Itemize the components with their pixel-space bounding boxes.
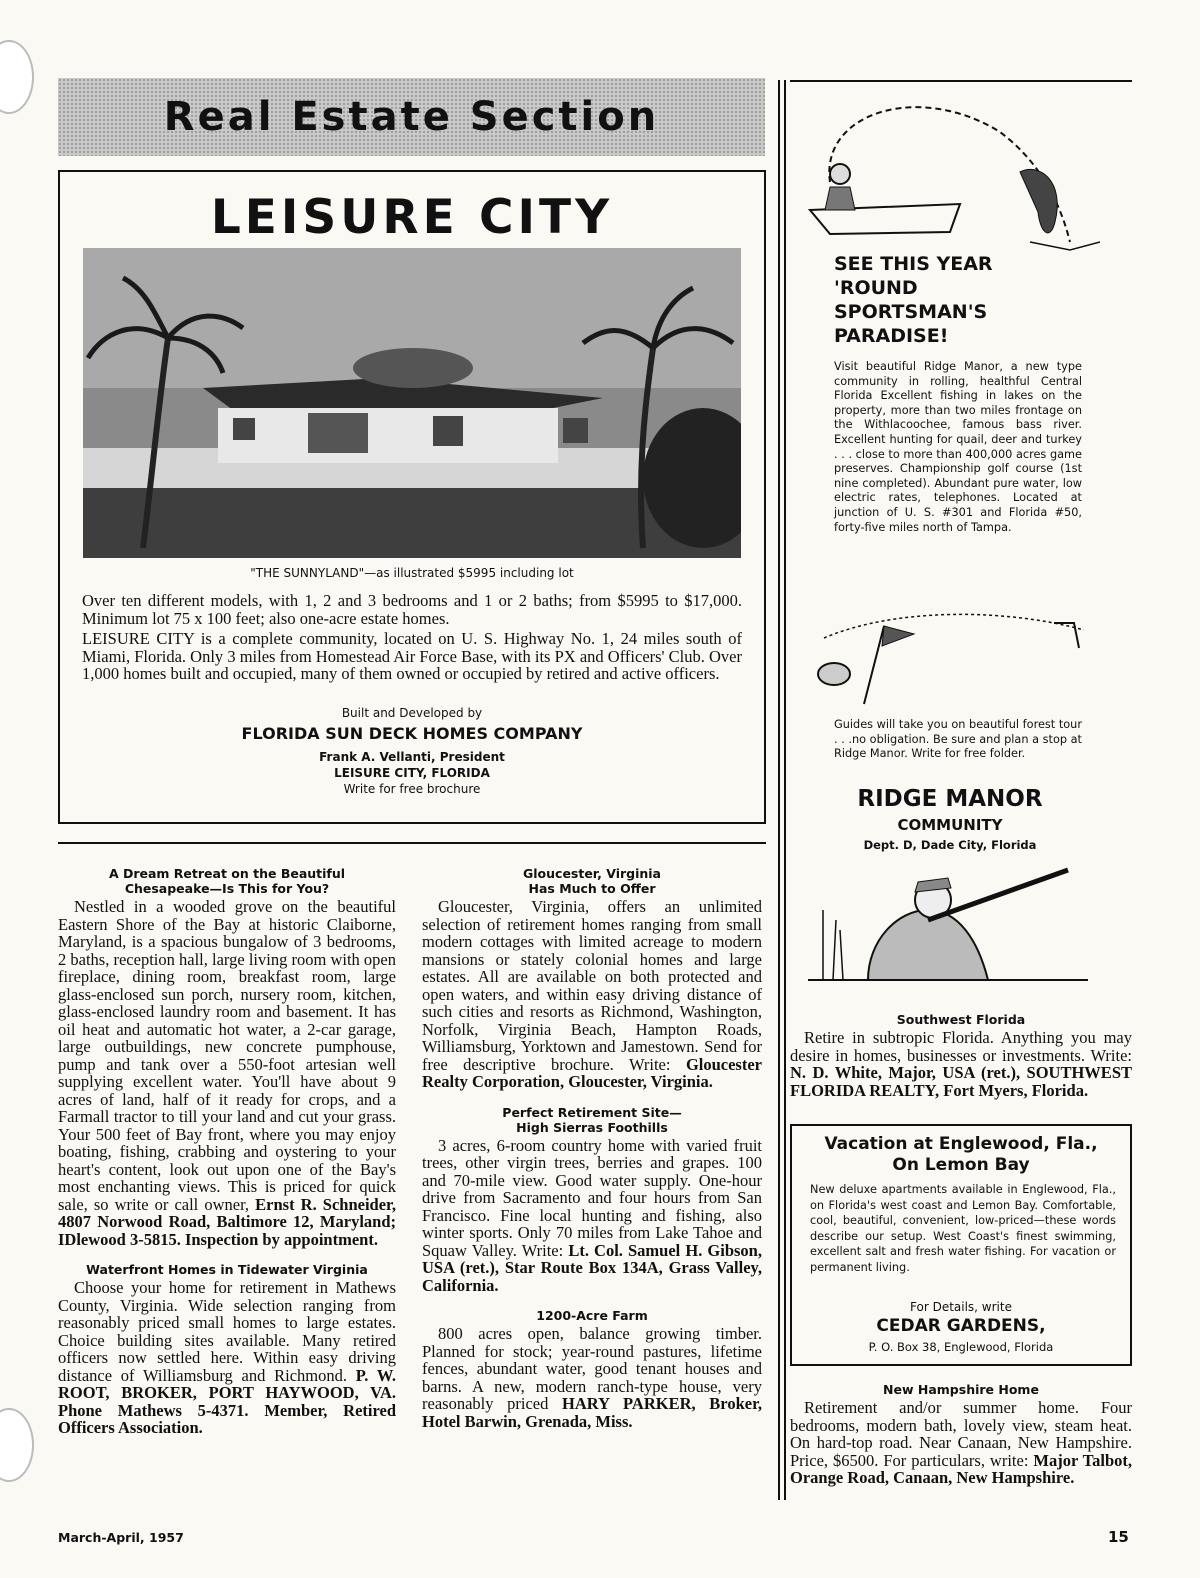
- page-number: 15: [1108, 1528, 1129, 1546]
- column-rule-left: [778, 80, 780, 1500]
- sunnyland-house-image: [83, 248, 741, 558]
- leisure-paragraph-2: LEISURE CITY is a complete community, located on U. S. Highway No. 1, 24 miles south of Miami, Florida. Only 3 miles from Homestead Air Force Base, with its PX and Officers' Club. Over 1,000 homes built and occupied, many of them owned or occupied by retired and active officers.: [82, 629, 742, 683]
- southwest-heading: Southwest Florida: [896, 1012, 1026, 1027]
- company-name: FLORIDA SUN DECK HOMES COMPANY: [241, 724, 583, 743]
- punch-hole-top: [0, 40, 34, 114]
- column-2: [422, 866, 762, 1430]
- gloucester-body: Gloucester, Virginia, offers an unlimited selection of retirement homes ranging from small modern cottages with limited acreage to modern mansions or stately colonial homes and large estates. All are available on both protected and open waters, and within easy driving distance of such cities and resorts as Richmond, Washington, Norfolk, Virginia Beach, Hampton Roads, Williamsburg, Yorktown and Jamestown. Send for free descriptive brochure. Write: Gloucester Realty Corporation, Gloucester, Virginia.: [422, 897, 762, 1091]
- cedar-gardens-name: CEDAR GARDENS,: [876, 1316, 1046, 1336]
- sierras-heading: Perfect Retirement Site— High Sierras Foothills: [502, 1104, 682, 1135]
- ridge-community-label: COMMUNITY: [897, 816, 1003, 834]
- right-top-rule: [790, 80, 1132, 82]
- new-hampshire-section: [790, 1382, 1132, 1487]
- fishing-illustration: [800, 92, 1100, 272]
- cedar-gardens-address: P. O. Box 38, Englewood, Florida: [868, 1340, 1054, 1354]
- ridge-headline: SEE THIS YEAR 'ROUND SPORTSMAN'S PARADISE!: [834, 253, 993, 347]
- leisure-city-ad: [58, 170, 766, 824]
- tidewater-body: Choose your home for retirement in Mathews County, Virginia. Wide selection ranging from reasonably priced small homes to large estates. Choice building sites available. Many retired officers now settled here. Within easy driving distance of Williamsburg and Richmond. P. W. ROOT, BROKER, PORT HAYWOOD, VA. Phone Mathews 5-4371. Member, Retired Officers Association.: [58, 1278, 396, 1437]
- farm-heading: 1200-Acre Farm: [536, 1308, 648, 1323]
- leisure-headline: LEISURE CITY: [210, 190, 614, 245]
- photo-caption: "THE SUNNYLAND"—as illustrated $5995 including lot: [250, 566, 574, 580]
- brochure-note: Write for free brochure: [343, 782, 481, 796]
- ridge-body: Visit beautiful Ridge Manor, a new type community in rolling, healthful Central Florida Excellent fishing in lakes on the property, more than two miles frontage on the Withlacoochee, famous bass river. Excellent hunting for quail, deer and turkey . . . close to more than 400,000 acres game preserves. Championship golf course (1st nine completed). Abundant pure water, low electric rates, telephones. Located at junction of U. S. #301 and Florida #50, forty-five miles north of Tampa.: [834, 360, 1082, 534]
- ridge-manor-name: RIDGE MANOR: [857, 786, 1043, 812]
- new-hampshire-body: Retirement and/or summer home. Four bedrooms, modern bath, lovely view, steam heat. On hard-top road. Near Canaan, New Hampshire. Price, $6500. For particulars, write: Major Talbot, Orange Road, Canaan, New Hampshire.: [790, 1398, 1132, 1487]
- hunter-illustration: [808, 860, 1088, 985]
- section-banner: [58, 78, 765, 156]
- tidewater-heading: Waterfront Homes in Tidewater Virginia: [86, 1262, 368, 1277]
- section-title: Real Estate Section: [163, 94, 660, 140]
- leisure-paragraph-1: Over ten different models, with 1, 2 and 3 bedrooms and 1 or 2 baths; from $5995 to $17,000. Minimum lot 75 x 100 feet; also one-acre estate homes.: [82, 591, 742, 628]
- englewood-details: For Details, write: [910, 1300, 1012, 1314]
- englewood-ad: [790, 1124, 1132, 1366]
- president-name: Frank A. Vellanti, President: [319, 750, 505, 764]
- column-rule-right: [784, 80, 786, 1500]
- southwest-body: Retire in subtropic Florida. Anything you may desire in homes, businesses or investments. Write: N. D. White, Major, USA (ret.), SOUTHWEST FLORIDA REALTY, Fort Myers, Florida.: [790, 1028, 1132, 1100]
- golf-illustration: [804, 608, 1104, 708]
- issue-date: March-April, 1957: [58, 1530, 184, 1545]
- ridge-guides-text: Guides will take you on beautiful forest tour . . .no obligation. Be sure and plan a stop at Ridge Manor. Write for free folder.: [834, 718, 1082, 761]
- punch-hole-bottom: [0, 1408, 34, 1482]
- englewood-body: New deluxe apartments available in Englewood, Fla., on Florida's west coast and Lemon Bay. Comfortable, cool, beautiful, convenient, low-priced—these words describe our setup. West Coast's finest swimming, excellent salt and fresh water fishing. For vacation or permanent living.: [810, 1183, 1116, 1274]
- englewood-heading: Vacation at Englewood, Fla., On Lemon Bay: [824, 1134, 1098, 1175]
- column-1: [58, 866, 396, 1437]
- southwest-florida-section: [790, 1012, 1132, 1099]
- chesapeake-body: Nestled in a wooded grove on the beautiful Eastern Shore of the Bay at historic Claiborne, Maryland, is a spacious bungalow of 3 bedrooms, 2 baths, reception hall, large living room with open fireplace, dining room, breakfast room, large glass-enclosed sun porch, nursery room, kitchen, glass-enclosed laundry room and basement. It has oil heat and automatic hot water, a 2-car garage, large outbuildings, new concrete pumphouse, pump and tank over a 550-foot artesian well supplying excellent water. You'll have about 9 acres of land, half of it ready for crops, and a Farmall tractor to till your land and cut your grass. Your 500 feet of Bay front, where you may enjoy boating, fishing, crabbing and oystering to your heart's content, look out upon one of the Bay's most enchanting views. This is priced for quick sale, so write or call owner, Ernst R. Schneider, 4807 Norwood Road, Baltimore 12, Maryland; IDlewood 3-5815. Inspection by appointment.: [58, 897, 396, 1249]
- company-city: LEISURE CITY, FLORIDA: [334, 766, 490, 780]
- built-by-label: Built and Developed by: [341, 706, 483, 720]
- divider-rule: [58, 842, 766, 844]
- gloucester-heading: Gloucester, Virginia Has Much to Offer: [523, 866, 661, 896]
- farm-body: 800 acres open, balance growing timber. Planned for stock; year-round pastures, lifetime fences, abundant water, good tenant houses and barns. A new, modern ranch-type house, very reasonably priced HARY PARKER, Broker, Hotel Barwin, Grenada, Miss.: [422, 1324, 762, 1431]
- new-hampshire-heading: New Hampshire Home: [883, 1382, 1039, 1397]
- ridge-address: Dept. D, Dade City, Florida: [863, 838, 1037, 852]
- chesapeake-heading: A Dream Retreat on the Beautiful Chesapeake—Is This for You?: [108, 866, 346, 896]
- sierras-body: 3 acres, 6-room country home with varied fruit trees, other virgin trees, berries and grapes. 100 and 70-mile view. Good water supply. One-hour drive from Sacramento and four hours from San Francisco. Fine local hunting and fishing, also winter sports. Only 70 miles from Lake Tahoe and Squaw Valley. Write: Lt. Col. Samuel H. Gibson, USA (ret.), Star Route Box 134A, Grass Valley, California.: [422, 1135, 762, 1295]
